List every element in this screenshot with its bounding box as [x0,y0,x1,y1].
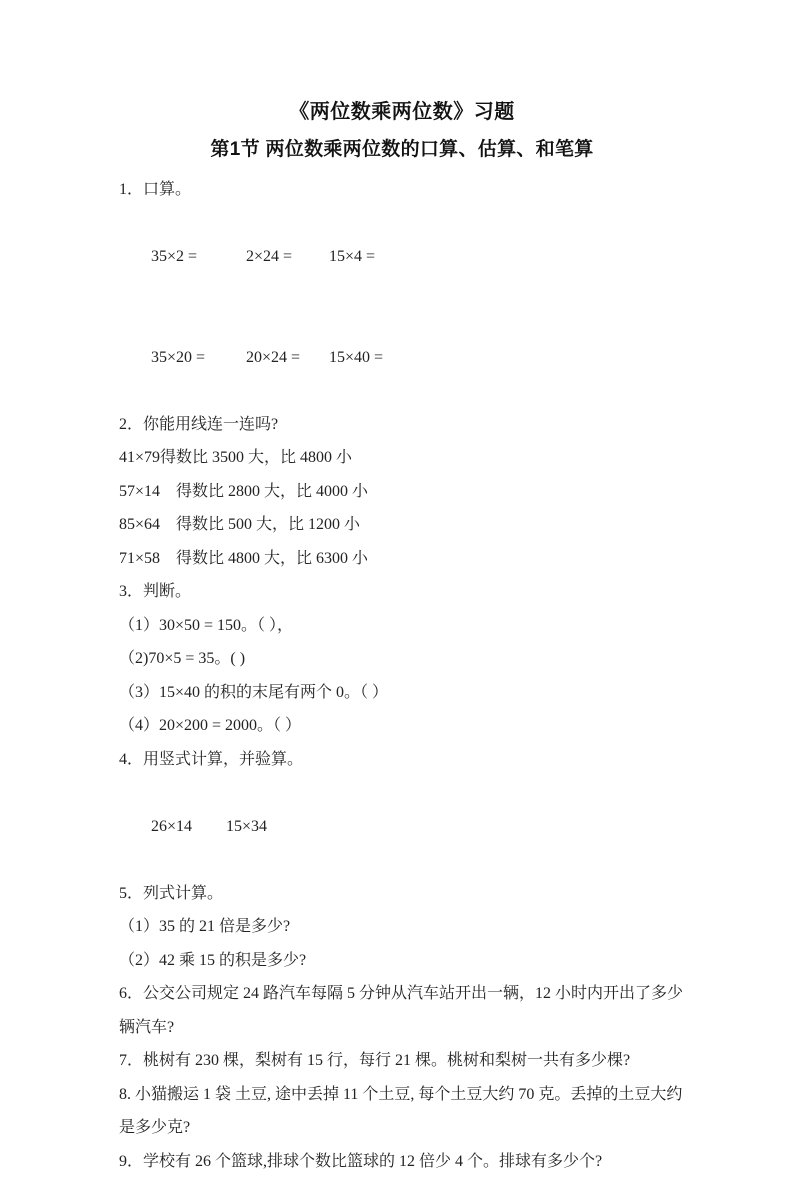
q7-word-problem: 7．桃树有 230 棵，梨树有 15 行，每行 21 棵。桃树和梨树一共有多少棵? [119,1044,685,1078]
equation-26x14: 26×14 [151,810,226,844]
q2-match-line-1: 41×79得数比 3500 大，比 4800 小 [119,441,685,475]
equation-35x2: 35×2 = [151,240,246,274]
q8-word-problem: 8. 小猫搬运 1 袋 土豆, 途中丢掉 11 个土豆, 每个土豆大约 70 克。丢掉的土豆大约是多少克? [119,1078,685,1145]
q4-heading: 4．用竖式计算，并验算。 [119,743,685,777]
equation-2x24: 2×24 = [246,240,329,274]
q9-word-problem: 9．学校有 26 个篮球,排球个数比篮球的 12 倍少 4 个。排球有多少个? [119,1145,685,1178]
q5-heading: 5．列式计算。 [119,877,685,911]
q2-match-line-4: 71×58 得数比 4800 大，比 6300 小 [119,542,685,576]
q2-match-line-3: 85×64 得数比 500 大，比 1200 小 [119,508,685,542]
q2-match-line-2: 57×14 得数比 2800 大，比 4000 小 [119,475,685,509]
q3-judge-item-3: （3）15×40 的积的末尾有两个 0。（ ） [119,676,685,710]
q1-oral-row-2 [119,307,685,408]
q6-word-problem: 6．公交公司规定 24 路汽车每隔 5 分钟从汽车站开出一辆，12 小时内开出了多少辆汽车? [119,977,685,1044]
equation-20x24: 20×24 = [246,341,329,375]
worksheet-body [119,173,685,1178]
worksheet-title: 《两位数乘两位数》习题 [119,100,685,124]
section-subtitle: 第1节 两位数乘两位数的口算、估算、和笔算 [119,138,685,162]
equation-15x40: 15×40 = [329,341,383,375]
q5-item-2: （2）42 乘 15 的积是多少? [119,944,685,978]
equation-15x34: 15×34 [226,810,267,844]
q3-judge-item-1: （1）30×50 = 150。（ ）， [119,609,685,643]
q2-heading: 2．你能用线连一连吗? [119,408,685,442]
q4-equation-row [119,776,685,877]
q1-oral-row-1 [119,207,685,308]
equation-35x20: 35×20 = [151,341,246,375]
equation-15x4: 15×4 = [329,240,375,274]
q1-heading: 1．口算。 [119,173,685,207]
q3-judge-item-4: （4）20×200 = 2000。（ ） [119,709,685,743]
q3-heading: 3．判断。 [119,575,685,609]
q5-item-1: （1）35 的 21 倍是多少? [119,910,685,944]
q3-judge-item-2: （2)70×5 = 35。( ) [119,642,685,676]
